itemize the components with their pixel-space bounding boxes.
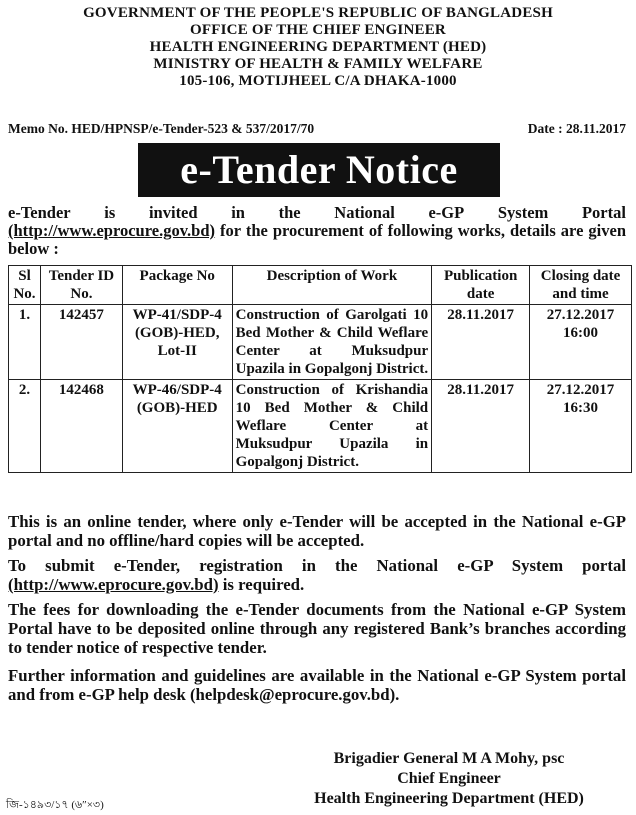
intro-paragraph [8,204,626,258]
footer-code: জি-১৪৯৩/১৭ (৬″×৩) [6,799,104,811]
table-row [9,380,632,473]
table-row [9,305,632,380]
cell-sl: 1. [9,305,41,380]
col-header-tender-id: Tender ID No. [40,266,122,305]
signatory-name: Brigadier General M A Mohy, psc [333,750,565,767]
notice-title-banner: e-Tender Notice [138,143,500,197]
eprocure-link[interactable]: (http://www.eprocure.gov.bd) [8,575,219,594]
header-line-government: GOVERNMENT OF THE PEOPLE'S REPUBLIC OF BANGLADESH [83,5,553,21]
col-header-closing: Closing date and time [530,266,632,305]
intro-word: in [231,203,245,222]
cell-publication: 28.11.2017 [432,305,530,380]
cell-description: Construction of Garolgati 10 Bed Mother & Child Weflare Center at Muksudpur Upazila in Gopalgonj District. [232,305,432,380]
cell-sl: 2. [9,380,41,473]
header-line-address: 105-106, MOTIJHEEL C/A DHAKA-1000 [179,73,457,89]
cell-tender-id: 142468 [40,380,122,473]
intro-word: is [104,203,116,222]
intro-rest: for the procurement of following works, details are given below : [8,221,626,258]
col-header-sl: Sl No. [9,266,41,305]
paragraph-registration [8,556,626,594]
signatory-office: Health Engineering Department (HED) [314,790,584,807]
cell-closing [530,380,632,473]
header-line-office: OFFICE OF THE CHIEF ENGINEER [190,22,446,38]
closing-date: 27.12.2017 [546,307,615,323]
memo-number: Memo No. HED/HPNSP/e-Tender-523 & 537/2017/70 [8,121,315,136]
cell-package: WP-41/SDP-4 (GOB)-HED, Lot-II [122,305,232,380]
memo-date: Date : 28.11.2017 [527,121,626,136]
registration-text-end: is required. [218,575,305,594]
intro-word: Portal [581,203,626,222]
intro-word: the [278,203,301,222]
intro-word: e-GP [428,203,465,222]
closing-date: 27.12.2017 [546,382,615,398]
header-line-department: HEALTH ENGINEERING DEPARTMENT (HED) [149,39,487,55]
col-header-description: Description of Work [232,266,432,305]
paragraph-fees: The fees for downloading the e-Tender documents from the National e-GP System Portal have to be deposited online through any registered Bank’s branches according to tender notice of respective tender. [8,600,626,657]
closing-time: 16:30 [563,400,599,416]
intro-word: e-Tender [8,203,71,222]
table-header-row [9,266,632,305]
header-line-ministry: MINISTRY OF HEALTH & FAMILY WELFARE [153,56,483,72]
col-header-package: Package No [122,266,232,305]
cell-description: Construction of Krishandia 10 Bed Mother & Child Weflare Center at Muksudpur Upazila in Gopalgonj District. [232,380,432,473]
tender-table [8,265,632,473]
paragraph-online-tender: This is an online tender, where only e-Tender will be accepted in the National e-GP portal and no offline/hard copies will be accepted. [8,512,626,550]
eprocure-link[interactable]: (http://www.eprocure.gov.bd) [8,221,216,240]
registration-text: To submit e-Tender, registration in the National e-GP System portal [8,556,626,575]
intro-word: System [497,203,549,222]
intro-word: National [334,203,395,222]
signatory-designation: Chief Engineer [397,770,501,787]
col-header-publication: Publication date [432,266,530,305]
cell-publication: 28.11.2017 [432,380,530,473]
cell-package: WP-46/SDP-4 (GOB)-HED [122,380,232,473]
intro-word: invited [148,203,198,222]
cell-tender-id: 142457 [40,305,122,380]
cell-closing [530,305,632,380]
closing-time: 16:00 [563,325,599,341]
paragraph-further-info: Further information and guidelines are available in the National e-GP System portal and from e-GP help desk (helpdesk@eprocure.gov.bd). [8,666,626,704]
